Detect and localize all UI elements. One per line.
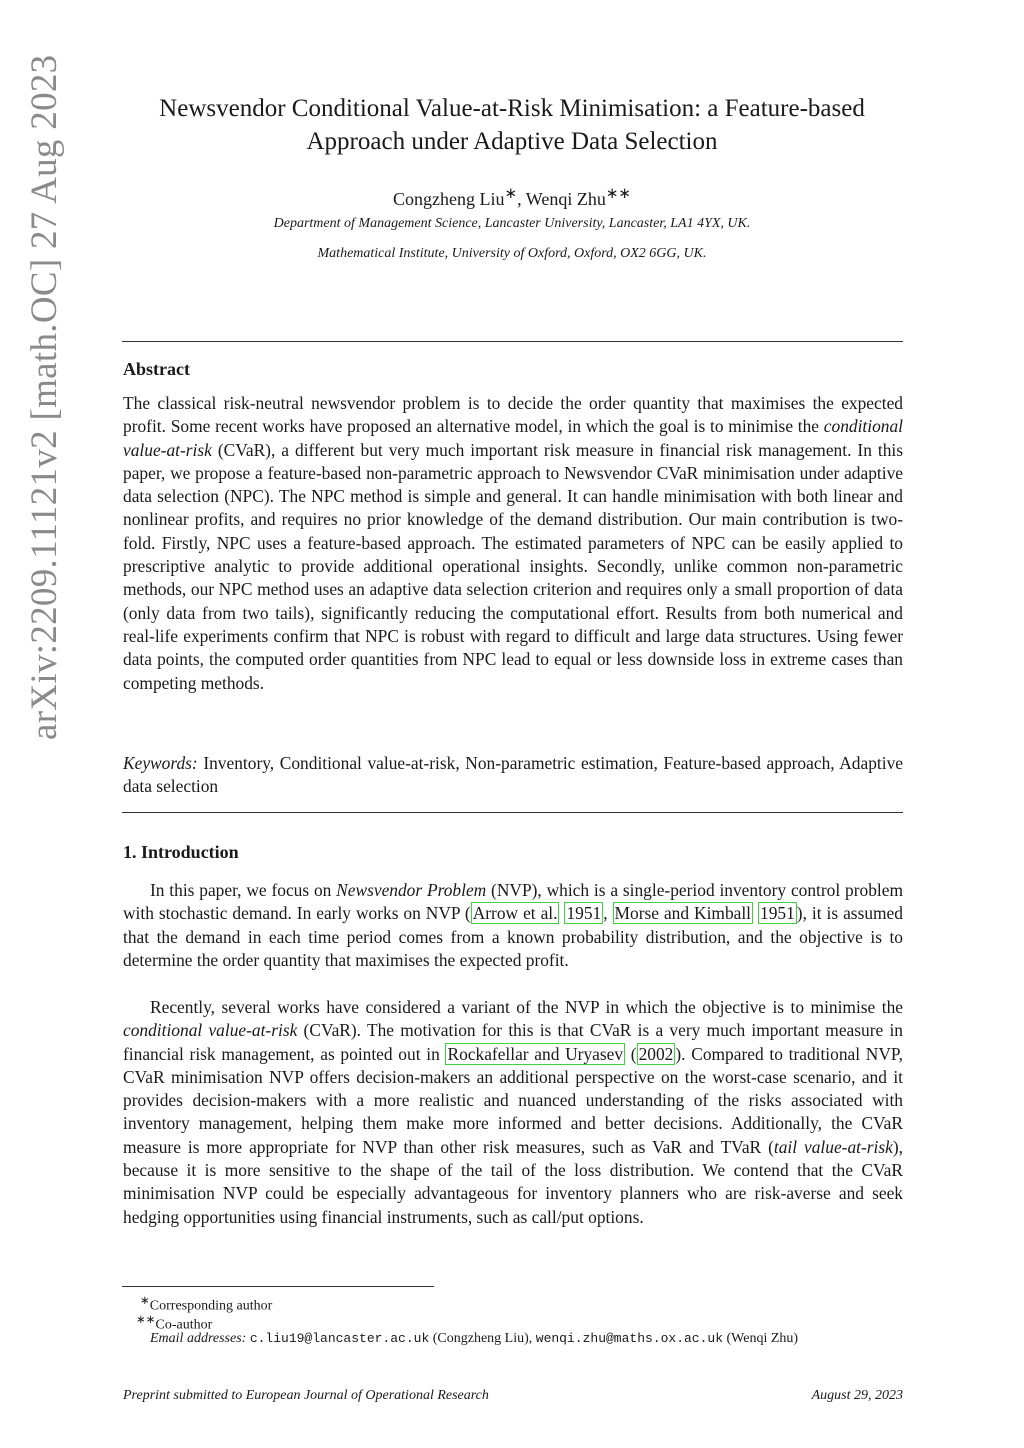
arxiv-identifier: arXiv:2209.11121v2 [math.OC] 27 Aug 2023: [24, 54, 65, 740]
keywords-text: Inventory, Conditional value-at-risk, Non-parametric estimation, Feature-based approach, Adaptive data selection: [123, 753, 903, 797]
author-separator: ,: [517, 189, 526, 209]
emphasis: tail value-at-risk: [773, 1136, 893, 1157]
keywords: [123, 752, 903, 799]
citation-link-arrow[interactable]: Arrow et al.: [472, 903, 558, 924]
keywords-label: Keywords:: [123, 753, 198, 773]
citation-link-rockafellar-year[interactable]: 2002: [638, 1043, 674, 1064]
affiliation-lancaster: Department of Management Science, Lancaster University, Lancaster, LA1 4YX, UK.: [273, 216, 751, 231]
footnote-rule: [122, 1286, 434, 1287]
footnote-corresponding: ∗Corresponding author: [140, 1294, 273, 1314]
footer-journal: Preprint submitted to European Journal of Operational Research: [123, 1388, 489, 1403]
abstract-heading: Abstract: [123, 359, 190, 379]
citation-link-morse[interactable]: Morse and Kimball: [614, 903, 752, 924]
section-heading-introduction: 1. Introduction: [123, 842, 239, 862]
citation-link-arrow-year[interactable]: 1951: [566, 903, 602, 924]
citation-link-rockafellar[interactable]: Rockafellar and Uryasev: [447, 1043, 624, 1064]
paper-title: [120, 92, 904, 158]
intro-paragraph-2: Recently, several works have considered a variant of the NVP in which the objective is to minimise the conditional value-at-risk (CVaR). The motivation for this is that CVaR is a very much important measure in financial risk management, as pointed out in Rockafellar and Uryasev ( 2002 ). Compared to traditional NVP, CVaR minimisation NVP offers decision-makers an additional perspective on the worst-case scenario, and it provides decision-makers with a more realistic and nuanced understanding of the risks associated with inventory management, helping them make more informed and better decisions. Additionally, the CVaR measure is more appropriate for NVP than other risk measures, such as VaR and TVaR (tail value-at-risk), because it is more sensitive to the shape of the tail of the loss distribution. We contend that the CVaR minimisation NVP could be especially advantageous for inventory planners who are risk-averse and seek hedging opportunities using financial instruments, such as call/put options.: [123, 997, 904, 1227]
email-link-zhu[interactable]: wenqi.zhu@maths.ox.ac.uk: [535, 1331, 724, 1346]
footnote-emails: Email addresses: c.liu19@lancaster.ac.uk (Congzheng Liu), wenqi.zhu@maths.ox.ac.uk (Wenqi Zhu): [150, 1331, 799, 1346]
title-line-2: Approach under Adaptive Data Selection: [306, 128, 718, 155]
footnote-coauthor: ∗∗Co-author: [136, 1313, 213, 1333]
page-footer: [123, 1388, 903, 1404]
emphasis: conditional value-at-risk: [123, 416, 903, 460]
email-label: Email addresses:: [150, 1331, 247, 1346]
title-line-1: Newsvendor Conditional Value-at-Risk Minimisation: a Feature-based: [159, 95, 865, 122]
footnote-mark[interactable]: ∗: [504, 186, 518, 202]
author-name: Congzheng Liu: [393, 189, 505, 209]
citation-link-morse-year[interactable]: 1951: [760, 903, 795, 924]
footer-date: August 29, 2023: [811, 1388, 903, 1403]
abstract-bottom-rule: [122, 812, 903, 813]
author-list: [120, 184, 904, 210]
emphasis: conditional value-at-risk: [123, 1020, 298, 1041]
abstract-body: The classical risk-neutral newsvendor problem is to decide the order quantity that maximises the expected profit. Some recent works have proposed an alternative model, in which the goal is to minimise the conditional value-at-risk (CVaR), a different but very much important risk measure in financial risk management. In this paper, we propose a feature-based non-parametric approach to Newsvendor CVaR minimisation under adaptive data selection (NPC). The NPC method is simple and general. It can handle minimisation with both linear and nonlinear profits, and requires no prior knowledge of the demand distribution. Our main contribution is two-fold. Firstly, NPC uses a feature-based approach. The estimated parameters of NPC can be easily applied to prescriptive analytic to provide additional operational insights. Secondly, unlike common non-parametric methods, our NPC method uses an adaptive data selection criterion and requires only a small proportion of data (only data from two tails), significantly reducing the computational effort. Results from both numerical and real-life experiments confirm that NPC is robust with regard to difficult and large data structures. Using fewer data points, the computed order quantities from NPC lead to equal or less downside loss in extreme cases than competing methods.: [123, 393, 903, 693]
email-link-liu[interactable]: c.liu19@lancaster.ac.uk: [249, 1331, 430, 1346]
footnote-mark[interactable]: ∗∗: [605, 186, 631, 202]
intro-paragraph-1: In this paper, we focus on Newsvendor Problem (NVP), which is a single-period inventory control problem with stochastic demand. In early works on NVP ( Arrow et al. 1951 , Morse and Kimball 1951 ), it is assumed that the demand in each time period comes from a known probability distribution, and the objective is to determine the order quantity that maximises the expected profit.: [123, 880, 903, 970]
affiliation-oxford: Mathematical Institute, University of Oxford, Oxford, OX2 6GG, UK.: [317, 246, 707, 261]
emphasis: Newsvendor Problem: [336, 880, 487, 900]
abstract-top-rule: [122, 341, 903, 342]
author-name: Wenqi Zhu: [525, 189, 606, 209]
